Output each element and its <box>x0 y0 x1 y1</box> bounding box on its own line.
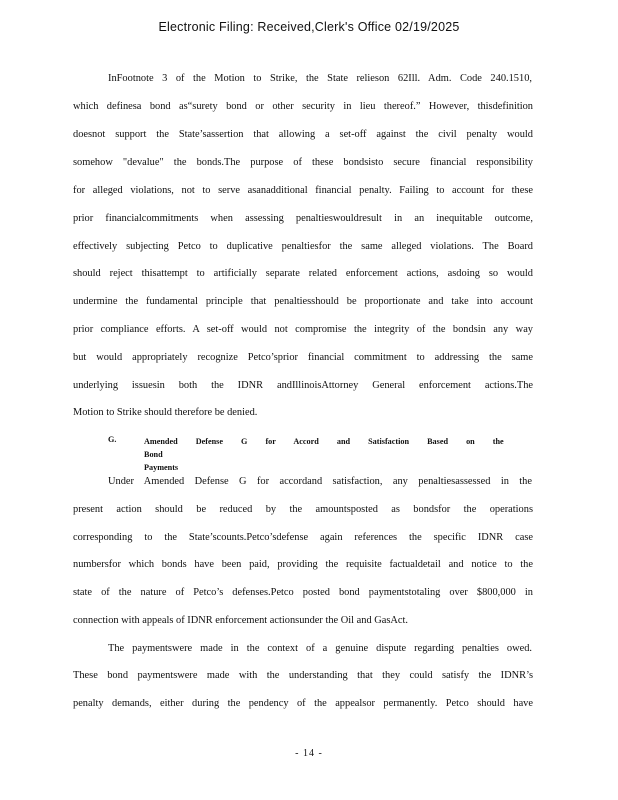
filing-stamp-header: Electronic Filing: Received,Clerk's Office 02/19/2025 <box>158 20 460 34</box>
paragraph-line: The paymentswere made in the context of a genuine dispute regarding penalties owed. <box>108 643 532 654</box>
paragraph-line: prior financialcommitments when assessing penaltieswouldresult in an inequitable outcome, <box>73 213 533 224</box>
paragraph-line: undermine the fundamental principle that penaltiesshould be proportionate and take into account <box>73 296 533 307</box>
page-number: - 14 - <box>295 748 323 759</box>
paragraph-line: These bond paymentswere made with the understanding that they could satisfy the IDNR’s <box>73 670 533 681</box>
paragraph-line: state of the nature of Petco’s defenses.Petco posted bond paymentstotaling over $800,000 in <box>73 587 533 598</box>
section-title-line: Payments <box>144 463 179 472</box>
section-letter: G. <box>108 435 117 444</box>
section-heading <box>108 435 504 474</box>
paragraph-line: present action should be reduced by the amountsposted as bondsfor the operations <box>73 504 533 515</box>
paragraph-line: which definesa bond as“surety bond or other security in lieu thereof.” However, thisdefinition <box>73 101 533 112</box>
paragraph-line: InFootnote 3 of the Motion to Strike, the State relieson 62Ill. Adm. Code 240.1510, <box>108 73 532 84</box>
paragraph-line: but would appropriately recognize Petco’sprior financial commitment to addressing the same <box>73 352 533 363</box>
paragraph-line: should reject thisattempt to artificially separate related enforcement actions, asdoing so would <box>73 268 533 279</box>
paragraph-line: somehow "devalue" the bonds.The purpose of these bondsisto secure financial responsibility <box>73 157 533 168</box>
section-title <box>144 435 504 474</box>
paragraph-line: corresponding to the State’scounts.Petco’sdefense again references the specific IDNR case <box>73 532 533 543</box>
paragraph-line: connection with appeals of IDNR enforcement actionsunder the Oil and GasAct. <box>73 615 408 626</box>
paragraph-line: penalty demands, either during the pendency of the appealsor permanently. Petco should have <box>73 698 533 709</box>
section-title-line: Amended Defense G for Accord and Satisfaction Based on the Bond <box>144 437 504 459</box>
paragraph-line: prior compliance efforts. A set-off would not compromise the integrity of the bondsin any way <box>73 324 533 335</box>
paragraph-line: Motion to Strike should therefore be denied. <box>73 407 258 418</box>
paragraph-line: for alleged violations, not to serve asanadditional financial penalty. Failing to account for these <box>73 185 533 196</box>
paragraph-line: underlying issuesin both the IDNR andIllinoisAttorney General enforcement actions.The <box>73 380 533 391</box>
paragraph-line: Under Amended Defense G for accordand satisfaction, any penaltiesassessed in the <box>108 476 532 487</box>
paragraph-line: doesnot support the State’sassertion that allowing a set-off against the civil penalty would <box>73 129 533 140</box>
paragraph-line: numbersfor which bonds have been paid, providing the requisite factualdetail and notice to the <box>73 559 533 570</box>
paragraph-line: effectively subjecting Petco to duplicative penaltiesfor the same alleged violations. The Board <box>73 241 533 252</box>
